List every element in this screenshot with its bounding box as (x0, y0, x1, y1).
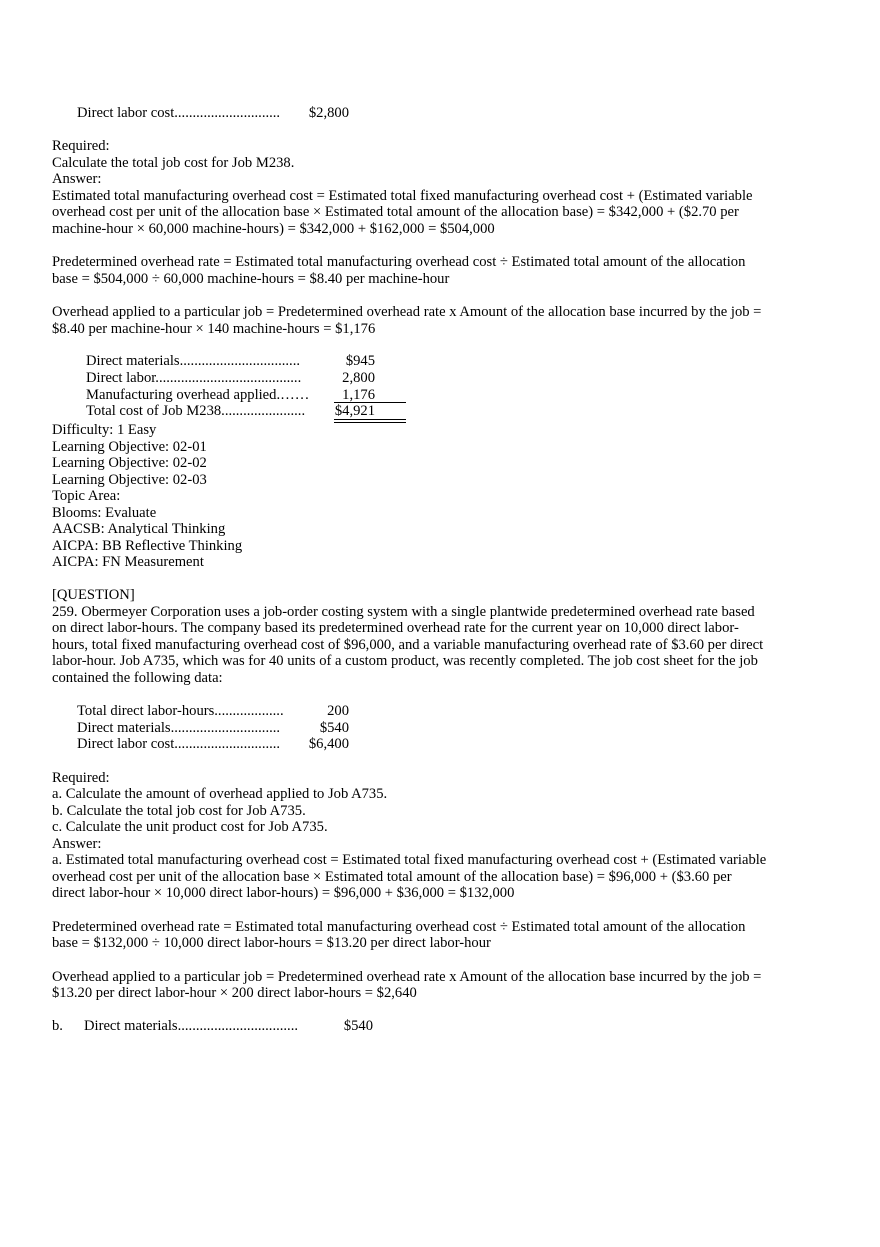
answer-paragraph-line: overhead cost per unit of the allocation base × Estimated total amount of the allocation base) = $96,000 + ($3.60 per (52, 868, 732, 885)
table-row-label: Direct materials................................. (84, 1018, 298, 1034)
table-row-value: 2,800 (342, 370, 375, 386)
table-row-value: $6,400 (308, 736, 349, 752)
table-row-value: $540 (343, 1018, 373, 1034)
answer-paragraph-line: overhead cost per unit of the allocation base × Estimated total amount of the allocation base) = $342,000 + ($2.70 per (52, 204, 739, 220)
metadata-line: Learning Objective: 02-03 (52, 471, 207, 488)
answer-heading: Answer: (52, 835, 102, 852)
answer-paragraph-line: $13.20 per direct labor-hour × 200 direct labor-hours = $2,640 (52, 985, 417, 1001)
table-row-value: $540 (319, 719, 349, 736)
table-row-label: Total cost of Job M238....................... (86, 403, 306, 419)
total-double-underline (334, 419, 406, 423)
required-text: Calculate the total job cost for Job M238. (52, 154, 295, 171)
table-row-label: Direct labor........................................ (86, 370, 302, 386)
table-row-label: Total direct labor-hours................... (77, 703, 284, 719)
table-row-value: $4,921 (334, 403, 375, 419)
answer-heading: Answer: (52, 171, 102, 187)
answer-paragraph-line: $8.40 per machine-hour × 140 machine-hours = $1,176 (52, 320, 376, 337)
answer-paragraph-line: base = $132,000 ÷ 10,000 direct labor-hours = $13.20 per direct labor-hour (52, 935, 491, 951)
answer-paragraph-line: Overhead applied to a particular job = Predetermined overhead rate x Amount of the allocation base incurred by the job = (52, 968, 762, 985)
metadata-line: AACSB: Analytical Thinking (52, 521, 226, 537)
question-tag: [QUESTION] (52, 587, 135, 603)
required-item: a. Calculate the amount of overhead applied to Job A735. (52, 786, 388, 802)
question-text-line: 259. Obermeyer Corporation uses a job-order costing system with a single plantwide predetermined overhead rate based (52, 603, 755, 620)
table-row-label: Direct labor cost............................. (77, 105, 281, 121)
part-marker: b. (52, 1018, 63, 1034)
question-text-line: hours, total fixed manufacturing overhead cost of $96,000, and a variable manufacturing overhead rate of $3.60 per direct (52, 636, 764, 653)
table-row-value: 1,176 (342, 386, 375, 403)
answer-paragraph-line: Overhead applied to a particular job = Predetermined overhead rate x Amount of the allocation base incurred by the job = (52, 304, 762, 320)
table-row-value: 200 (327, 703, 349, 719)
metadata-line: Learning Objective: 02-02 (52, 455, 207, 471)
question-text-line: contained the following data: (52, 669, 223, 686)
metadata-line: Difficulty: 1 Easy (52, 422, 157, 438)
metadata-line: AICPA: FN Measurement (52, 554, 204, 570)
metadata-line: Blooms: Evaluate (52, 504, 157, 521)
required-item: c. Calculate the unit product cost for Job A735. (52, 819, 328, 835)
table-row-label: Manufacturing overhead applied.…… (86, 386, 310, 403)
answer-paragraph-line: a. Estimated total manufacturing overhead cost = Estimated total fixed manufacturing overhead cost + (Estimated variable (52, 852, 767, 868)
table-row-value: $2,800 (308, 105, 349, 121)
required-heading: Required: (52, 138, 110, 154)
question-text-line: labor-hour. Job A735, which was for 40 units of a custom product, was recently completed. The job cost sheet for the job (52, 653, 758, 669)
required-item: b. Calculate the total job cost for Job A735. (52, 802, 306, 819)
answer-paragraph-line: direct labor-hour × 10,000 direct labor-hours) = $96,000 + $36,000 = $132,000 (52, 885, 515, 901)
answer-paragraph-line: base = $504,000 ÷ 60,000 machine-hours = $8.40 per machine-hour (52, 270, 450, 287)
table-row-label: Direct materials.............................. (77, 719, 281, 736)
answer-paragraph-line: Predetermined overhead rate = Estimated total manufacturing overhead cost ÷ Estimated total amount of the allocation (52, 918, 746, 935)
answer-paragraph-line: Estimated total manufacturing overhead cost = Estimated total fixed manufacturing overhead cost + (Estimated variable (52, 187, 753, 204)
metadata-line: Learning Objective: 02-01 (52, 438, 207, 455)
answer-paragraph-line: Predetermined overhead rate = Estimated total manufacturing overhead cost ÷ Estimated total amount of the allocation (52, 254, 746, 270)
answer-paragraph-line: machine-hour × 60,000 machine-hours) = $342,000 + $162,000 = $504,000 (52, 220, 495, 237)
metadata-line: Topic Area: (52, 488, 121, 504)
question-text-line: on direct labor-hours. The company based its predetermined overhead rate for the current year on 10,000 direct labor- (52, 620, 739, 636)
required-heading: Required: (52, 769, 110, 786)
table-row-value: $945 (345, 353, 375, 369)
table-row-label: Direct materials................................. (86, 353, 300, 369)
metadata-line: AICPA: BB Reflective Thinking (52, 537, 243, 554)
table-row-label: Direct labor cost............................. (77, 736, 281, 752)
